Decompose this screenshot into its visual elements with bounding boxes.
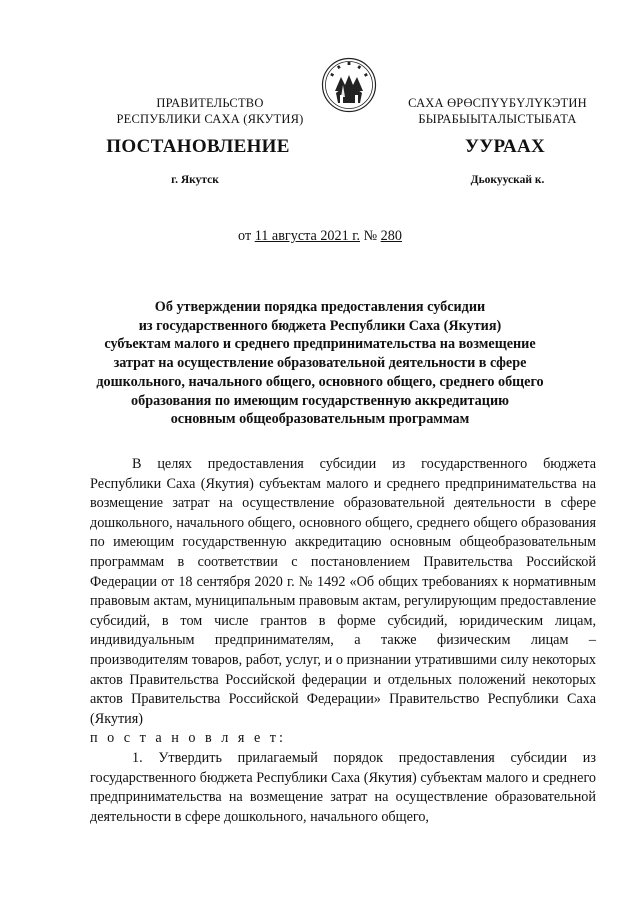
number-sign: №: [363, 228, 378, 244]
government-name-ru-line2: РЕСПУБЛИКИ САХА (ЯКУТИЯ): [116, 112, 304, 126]
government-name-russian: [110, 95, 310, 127]
government-name-yakut: [390, 95, 605, 127]
city-yakut: Дьокуускай к.: [470, 174, 545, 186]
title-line: субъектам малого и среднего предпринимательства на возмещение: [104, 336, 536, 353]
title-line: дошкольного, начального общего, основного общего, среднего общего: [96, 373, 544, 390]
clause-1-paragraph: 1. Утвердить прилагаемый порядок предоставления субсидии из государственного бюджета Республики Саха (Якутия) субъектам малого и среднего предпринимательства на возмещение затрат на осуществление образовательной деятельности в сфере дошкольного, начального общего,: [90, 749, 596, 825]
preamble-paragraph: В целях предоставления субсидии из государственного бюджета Республики Саха (Якутия) субъектам малого и среднего предпринимательства на возмещение затрат на осуществление образовательной деятельности в сфере дошкольного, начального общего, основного общего, среднего общего образования по имеющим государственную аккредитацию основным общеобразовательным программам в соответствии с постановлением Правительства Российской Федерации от 18 сентября 2020 г. № 1492 «Об общих требованиях к нормативным правовым актам, муниципальным правовым актам, регулирующим предоставление субсидий, в том числе грантов в форме субсидий, юридическим лицам, индивидуальным предпринимателям, а также физическим лицам – производителям товаров, работ, услуг, и о признании утратившими силу некоторых актов Правительства Российской федерации и отдельных положений некоторых актов Правительства Российской Федерации» Правительство Республики Саха (Якутия): [90, 456, 596, 727]
coat-of-arms-emblem: [321, 57, 377, 113]
government-name-ru-line1: ПРАВИТЕЛЬСТВО: [156, 96, 264, 110]
title-line: образования по имеющим государственную аккредитацию: [131, 392, 509, 409]
title-line: Об утверждении порядка предоставления субсидии: [154, 299, 486, 315]
government-name-sakha-line2: БЫРАБЫЫТАЛЫСТЫБАТА: [418, 112, 577, 126]
document-number: 280: [380, 228, 402, 244]
date-prefix: от: [238, 228, 252, 244]
doc-type-russian: ПОСТАНОВЛЕНИЕ: [106, 136, 290, 157]
title-line: основным общеобразовательным программам: [170, 411, 470, 428]
decree-word-text: п о с т а н о в л я е т:: [90, 730, 286, 747]
document-body: [90, 455, 596, 827]
government-name-sakha-line1: САХА ӨРӨСПҮҮБҮЛҮКЭТИН: [408, 96, 587, 110]
document-title: [70, 298, 570, 429]
document-date: 11 августа 2021 г.: [254, 228, 361, 244]
doc-type-yakut: УУРААХ: [464, 136, 546, 157]
date-number-line: [150, 228, 490, 245]
title-line: затрат на осуществление образовательной деятельности в сфере: [113, 355, 527, 372]
decree-word: [90, 729, 596, 749]
city-russian: г. Якутск: [171, 174, 219, 186]
title-line: из государственного бюджета Республики Саха (Якутия): [138, 317, 502, 334]
